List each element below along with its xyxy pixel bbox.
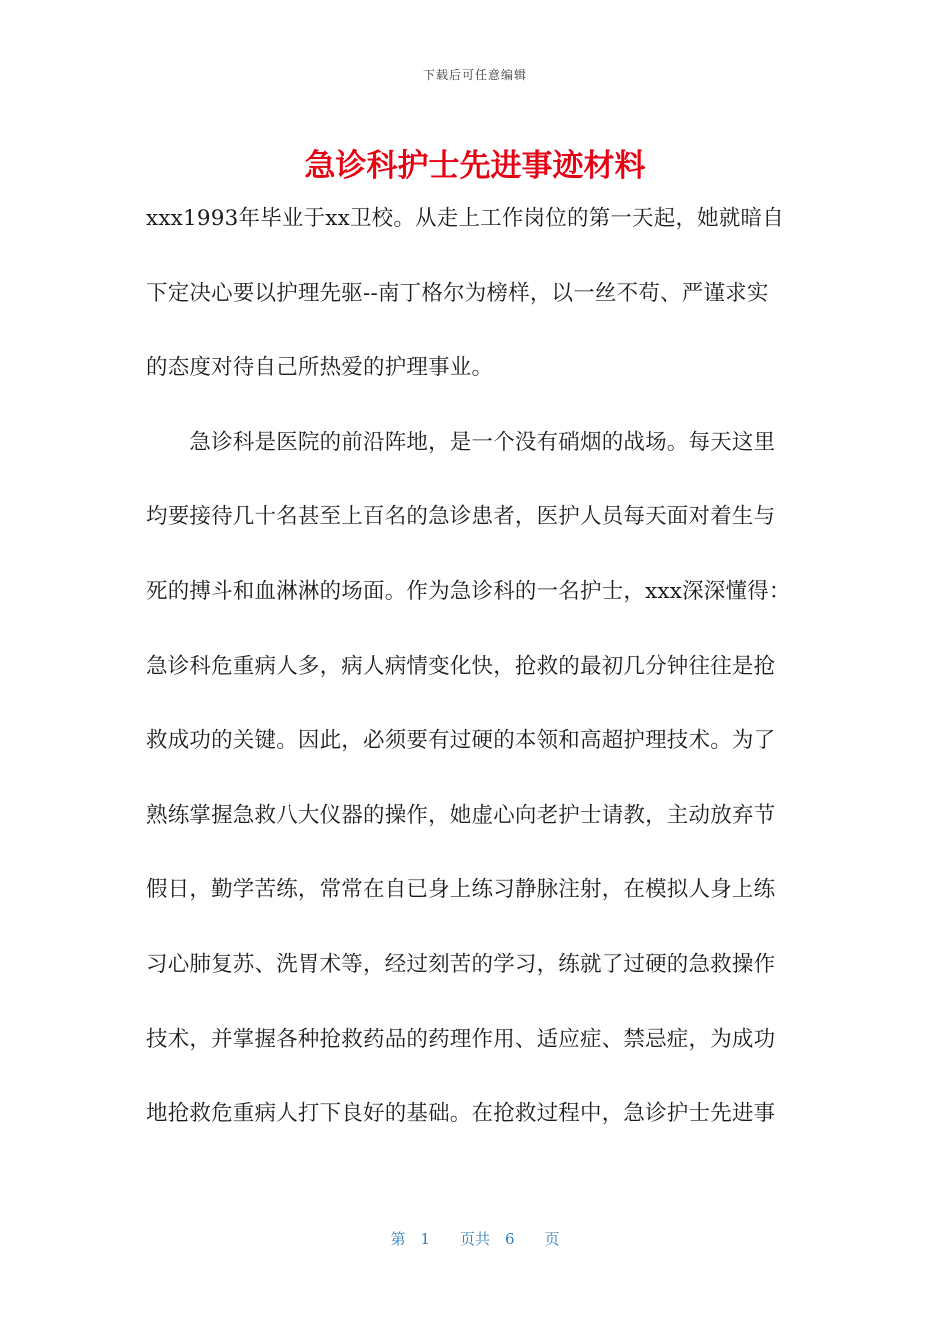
body-line: 急诊科是医院的前沿阵地，是一个没有硝烟的战场。每天这里 xyxy=(146,429,776,455)
body-line: 地抢救危重病人打下良好的基础。在抢救过程中，急诊护士先进事 xyxy=(146,1101,776,1127)
body-line: 救成功的关键。因此，必须要有过硬的本领和高超护理技术。为了 xyxy=(146,728,776,754)
body-line: xxx1993年毕业于xx卫校。从走上工作岗位的第一天起，她就暗自 xyxy=(146,206,784,231)
header-note: 下载后可任意编辑 xyxy=(422,68,527,82)
body-line: 的态度对待自己所热爱的护理事业。 xyxy=(146,355,494,381)
body-line: 死的搏斗和血淋淋的场面。作为急诊科的一名护士，xxx深深懂得： xyxy=(146,578,791,604)
document-body xyxy=(146,182,796,1152)
document-title: 急诊科护士先进事迹材料 xyxy=(304,148,646,184)
body-line: 熟练掌握急救八大仪器的操作，她虚心向老护士请教，主动放弃节 xyxy=(146,802,776,828)
body-line: 习心肺复苏、洗胃术等，经过刻苦的学习，练就了过硬的急救操作 xyxy=(146,951,776,977)
page-number: 第 1 页共 6 页 xyxy=(390,1230,560,1248)
body-line: 均要接待几十名甚至上百名的急诊患者，医护人员每天面对着生与 xyxy=(146,504,776,530)
body-line: 假日，勤学苦练，常常在自已身上练习静脉注射，在模拟人身上练 xyxy=(146,877,776,903)
body-line: 急诊科危重病人多，病人病情变化快，抢救的最初几分钟往往是抢 xyxy=(146,653,776,679)
body-line: 下定决心要以护理先驱--南丁格尔为榜样，以一丝不苟、严谨求实 xyxy=(146,280,769,306)
body-line: 技术，并掌握各种抢救药品的药理作用、适应症、禁忌症，为成功 xyxy=(146,1026,776,1052)
